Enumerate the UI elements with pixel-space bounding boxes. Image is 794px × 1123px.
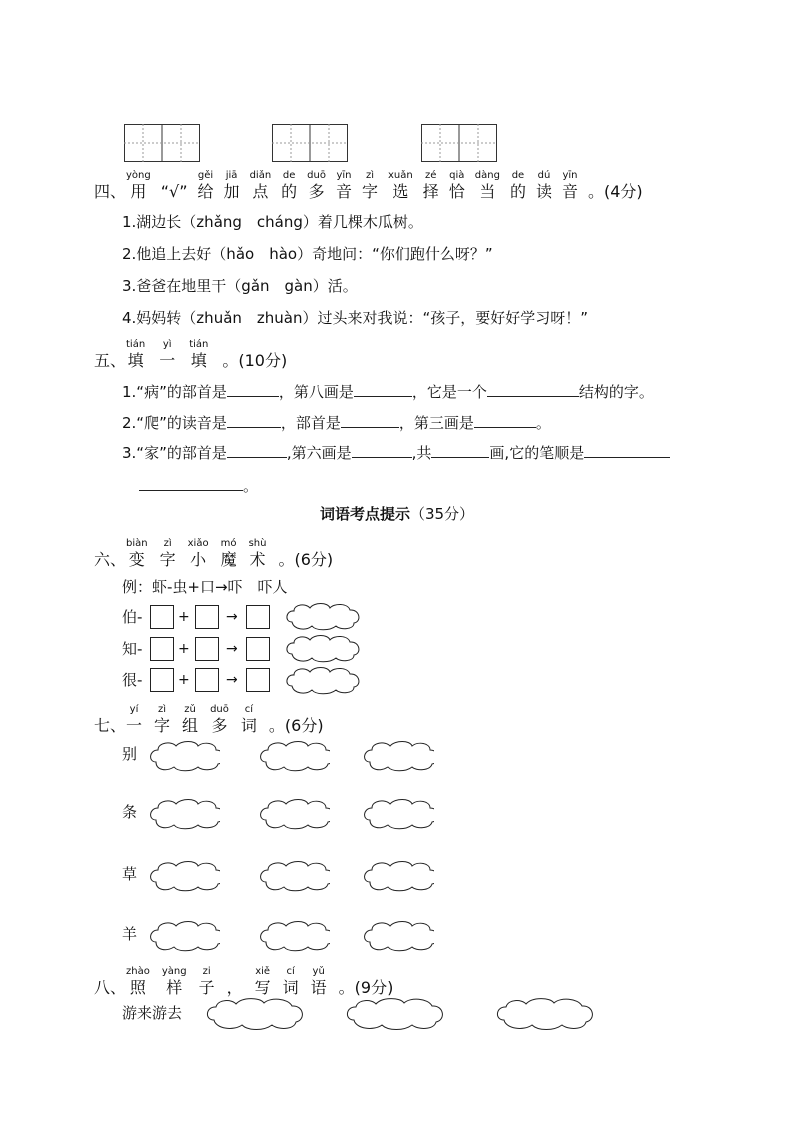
answer-blank[interactable] xyxy=(431,441,489,458)
question-item: 1.湖边长（zhǎng cháng）着几棵木瓜树。 xyxy=(122,213,423,231)
pinyin: qià xyxy=(449,170,465,181)
word-group-char: 条 xyxy=(122,803,138,821)
fill-question xyxy=(122,441,670,463)
hanzi: 组 xyxy=(182,716,199,735)
hanzi: 照 xyxy=(129,978,146,997)
pinyin: mó xyxy=(220,538,237,549)
pinyin: tián xyxy=(126,339,146,350)
answer-box[interactable] xyxy=(150,668,174,692)
section-number: 七、 xyxy=(94,716,127,735)
answer-box[interactable] xyxy=(195,668,219,692)
ruby-char xyxy=(241,704,257,736)
question-text: ，第三画是 xyxy=(398,414,474,432)
pinyin: yīn xyxy=(336,170,352,181)
pinyin: de xyxy=(282,170,296,181)
answer-blank[interactable] xyxy=(352,441,412,458)
pinyin: cí xyxy=(244,704,254,715)
ruby-char xyxy=(126,339,145,371)
word-group-char: 草 xyxy=(122,865,138,883)
pinyin: zé xyxy=(425,170,437,181)
section-score: 。(9分) xyxy=(338,978,394,997)
hanzi: 选 xyxy=(392,182,409,201)
cloud-answer-box[interactable] xyxy=(258,796,330,832)
ruby-char xyxy=(159,339,175,371)
hanzi: 词 xyxy=(282,978,299,997)
hanzi: 字 xyxy=(159,550,176,569)
section-4-heading xyxy=(94,170,643,202)
question-text: ,共 xyxy=(411,444,432,462)
ruby-char xyxy=(198,170,214,202)
question-text: 。 xyxy=(535,414,551,432)
answer-blank[interactable] xyxy=(227,411,281,428)
ruby-char xyxy=(189,339,208,371)
pinyin: yí xyxy=(129,704,139,715)
ruby-char xyxy=(423,170,439,202)
cloud-answer-box[interactable] xyxy=(284,600,364,632)
cloud-answer-box[interactable] xyxy=(344,996,448,1032)
pinyin: yīn xyxy=(562,170,578,181)
hanzi: 小 xyxy=(190,550,207,569)
ruby-char xyxy=(210,704,229,736)
section-number: 六、 xyxy=(94,550,127,569)
section-score: 。(4分) xyxy=(588,182,643,201)
hanzi: 子 xyxy=(198,978,215,997)
ruby-group xyxy=(126,170,588,202)
hanzi: 加 xyxy=(223,182,240,201)
hanzi: 样 xyxy=(166,978,183,997)
pinyin: xiě xyxy=(255,966,271,977)
cloud-answer-box[interactable] xyxy=(284,664,364,696)
pinyin: yǔ xyxy=(312,966,325,977)
ruby-char xyxy=(154,704,170,736)
ruby-char xyxy=(475,170,500,202)
example-line: 例：虾-虫+口→吓 吓人 xyxy=(122,578,288,596)
cloud-answer-box[interactable] xyxy=(284,632,364,664)
answer-blank[interactable] xyxy=(341,411,399,428)
ruby-group xyxy=(126,704,269,736)
plus-sign: + xyxy=(178,609,190,625)
hanzi: 恰 xyxy=(448,182,465,201)
writing-grid[interactable] xyxy=(421,124,497,162)
writing-grid[interactable] xyxy=(124,124,200,162)
ruby-char xyxy=(307,170,326,202)
section-7-heading xyxy=(94,704,324,736)
writing-grid[interactable] xyxy=(272,124,348,162)
hanzi: 音 xyxy=(335,182,352,201)
ruby-char xyxy=(221,538,237,570)
answer-box[interactable] xyxy=(195,605,219,629)
ruby-char xyxy=(162,966,187,998)
pinyin: duō xyxy=(307,170,326,181)
hanzi: “√” xyxy=(160,182,188,201)
answer-box[interactable] xyxy=(246,668,270,692)
pinyin: zǔ xyxy=(184,704,196,715)
question-text: ,第六画是 xyxy=(286,444,352,462)
hanzi: ， xyxy=(226,978,243,997)
section-number: 四、 xyxy=(94,182,127,201)
ruby-char xyxy=(126,538,148,570)
fill-question xyxy=(122,411,551,433)
hanzi: 多 xyxy=(308,182,325,201)
ruby-char xyxy=(224,170,240,202)
grid-lines xyxy=(421,124,497,162)
hanzi: 多 xyxy=(211,716,228,735)
ruby-group xyxy=(126,339,222,371)
hanzi: 当 xyxy=(479,182,496,201)
fill-question-continued xyxy=(139,474,258,496)
pinyin: gěi xyxy=(197,170,214,181)
title-score: （35分） xyxy=(409,505,475,523)
cloud-answer-box[interactable] xyxy=(258,858,330,894)
section-score: 。(6分) xyxy=(268,716,324,735)
question-item: 4.妈妈转（zhuǎn zhuàn）过头来对我说：“孩子，要好好学习呀！” xyxy=(122,309,589,327)
hanzi: 写 xyxy=(254,978,271,997)
fill-question xyxy=(122,380,654,402)
example-word: 游来游去 xyxy=(122,1004,183,1022)
hanzi: 词 xyxy=(240,716,257,735)
answer-blank[interactable] xyxy=(474,411,536,428)
hanzi: 用 xyxy=(130,182,147,201)
hanzi: 填 xyxy=(127,351,144,370)
ruby-char xyxy=(126,704,142,736)
ruby-char xyxy=(160,538,176,570)
section-8-heading xyxy=(94,966,393,998)
pinyin: shù xyxy=(248,538,267,549)
hanzi: 字 xyxy=(154,716,171,735)
ruby-char xyxy=(449,170,465,202)
answer-blank[interactable] xyxy=(139,474,243,491)
char-label: 很- xyxy=(122,671,143,689)
ruby-char xyxy=(362,170,378,202)
cloud-answer-box[interactable] xyxy=(362,918,434,954)
pinyin: biàn xyxy=(126,538,148,549)
hanzi: 音 xyxy=(561,182,578,201)
ruby-char xyxy=(336,170,352,202)
hanzi: 字 xyxy=(362,182,379,201)
hanzi: 变 xyxy=(128,550,145,569)
question-text: 画,它的笔顺是 xyxy=(489,444,585,462)
section-number: 五、 xyxy=(94,351,127,370)
cloud-answer-box[interactable] xyxy=(362,796,434,832)
hanzi: 的 xyxy=(281,182,298,201)
answer-blank[interactable] xyxy=(487,380,579,397)
plus-sign: + xyxy=(178,641,190,657)
section-6-heading xyxy=(94,538,333,570)
ruby-char xyxy=(182,704,198,736)
pinyin: de xyxy=(511,170,525,181)
ruby-char xyxy=(126,170,151,202)
section-5-heading xyxy=(94,339,287,371)
pinyin: zì xyxy=(365,170,375,181)
cloud-answer-box[interactable] xyxy=(148,796,220,832)
hanzi: 一 xyxy=(126,716,143,735)
question-text: 。 xyxy=(243,477,259,495)
pinyin: zì xyxy=(158,704,167,715)
ruby-char xyxy=(126,966,150,998)
pinyin: yòng xyxy=(126,170,151,181)
question-text: 2.“爬”的读音是 xyxy=(122,414,227,432)
plus-sign: + xyxy=(178,672,190,688)
arrow-icon: → xyxy=(226,609,238,625)
ruby-char xyxy=(255,966,271,998)
answer-box[interactable] xyxy=(195,637,219,661)
pinyin: tián xyxy=(189,339,209,350)
hanzi: 术 xyxy=(249,550,266,569)
cloud-answer-box[interactable] xyxy=(362,738,434,774)
word-group-char: 羊 xyxy=(122,925,138,943)
ruby-char xyxy=(161,170,188,202)
question-item: 3.爸爸在地里干（gǎn gàn）活。 xyxy=(122,277,358,295)
question-text: ，部首是 xyxy=(280,414,341,432)
hanzi: 点 xyxy=(252,182,269,201)
arrow-icon: → xyxy=(226,641,238,657)
ruby-group xyxy=(126,966,339,998)
ruby-char xyxy=(199,966,215,998)
hanzi: 一 xyxy=(159,351,176,370)
ruby-group xyxy=(126,538,278,570)
pinyin: dú xyxy=(537,170,551,181)
question-text: 1.“病”的部首是 xyxy=(122,383,227,401)
hanzi: 的 xyxy=(509,182,526,201)
pinyin: diǎn xyxy=(249,170,272,181)
words-section-title xyxy=(0,504,794,524)
section-score: 。(6分) xyxy=(278,550,334,569)
answer-blank[interactable] xyxy=(227,380,279,397)
hanzi: 填 xyxy=(190,351,207,370)
section-score: 。(10分) xyxy=(222,351,288,370)
ruby-char xyxy=(283,966,299,998)
answer-box[interactable] xyxy=(150,637,174,661)
ruby-char xyxy=(510,170,526,202)
pinyin: zhào xyxy=(126,966,150,977)
cloud-answer-box[interactable] xyxy=(258,738,330,774)
pinyin: dàng xyxy=(474,170,500,181)
hanzi: 给 xyxy=(197,182,214,201)
question-text: ，第八画是 xyxy=(278,383,354,401)
pinyin: duō xyxy=(210,704,229,715)
pinyin: jiā xyxy=(225,170,238,181)
hanzi: 读 xyxy=(535,182,552,201)
hanzi: 魔 xyxy=(220,550,237,569)
grid-lines xyxy=(272,124,348,162)
ruby-char xyxy=(188,538,209,570)
pinyin: yàng xyxy=(161,966,187,977)
cloud-answer-box[interactable] xyxy=(148,858,220,894)
char-label: 伯- xyxy=(122,608,143,626)
answer-box[interactable] xyxy=(246,605,270,629)
pinyin: yì xyxy=(162,339,172,350)
ruby-char xyxy=(281,170,297,202)
ruby-char xyxy=(388,170,413,202)
ruby-char xyxy=(562,170,578,202)
section-number: 八、 xyxy=(94,978,127,997)
ruby-char xyxy=(311,966,327,998)
char-label: 知- xyxy=(122,640,143,658)
arrow-icon: → xyxy=(226,672,238,688)
hanzi: 语 xyxy=(310,978,327,997)
ruby-char xyxy=(250,170,272,202)
ruby-char xyxy=(249,538,267,570)
cloud-answer-box[interactable] xyxy=(258,918,330,954)
question-item: 2.他追上去好（hǎo hào）奇地问：“你们跑什么呀？” xyxy=(122,245,493,263)
cloud-answer-box[interactable] xyxy=(362,858,434,894)
cloud-answer-box[interactable] xyxy=(148,738,220,774)
cloud-answer-box[interactable] xyxy=(494,996,598,1032)
answer-box[interactable] xyxy=(246,637,270,661)
answer-box[interactable] xyxy=(150,605,174,629)
ruby-char xyxy=(227,966,243,998)
pinyin: xiǎo xyxy=(187,538,209,549)
pinyin: xuǎn xyxy=(388,170,413,181)
pinyin: zì xyxy=(163,538,172,549)
pinyin: cí xyxy=(286,966,295,977)
ruby-char xyxy=(536,170,552,202)
pinyin: zi xyxy=(202,966,211,977)
cloud-answer-box[interactable] xyxy=(204,996,308,1032)
cloud-answer-box[interactable] xyxy=(148,918,220,954)
title-bold: 词语考点提示 xyxy=(319,505,410,523)
answer-blank[interactable] xyxy=(354,380,412,397)
question-text: ，它是一个 xyxy=(411,383,487,401)
question-text: 3.“家”的部首是 xyxy=(122,444,227,462)
answer-blank[interactable] xyxy=(584,441,670,458)
question-text: 结构的字。 xyxy=(578,383,654,401)
answer-blank[interactable] xyxy=(227,441,287,458)
hanzi: 择 xyxy=(422,182,439,201)
grid-lines xyxy=(124,124,200,162)
word-group-char: 别 xyxy=(122,745,138,763)
